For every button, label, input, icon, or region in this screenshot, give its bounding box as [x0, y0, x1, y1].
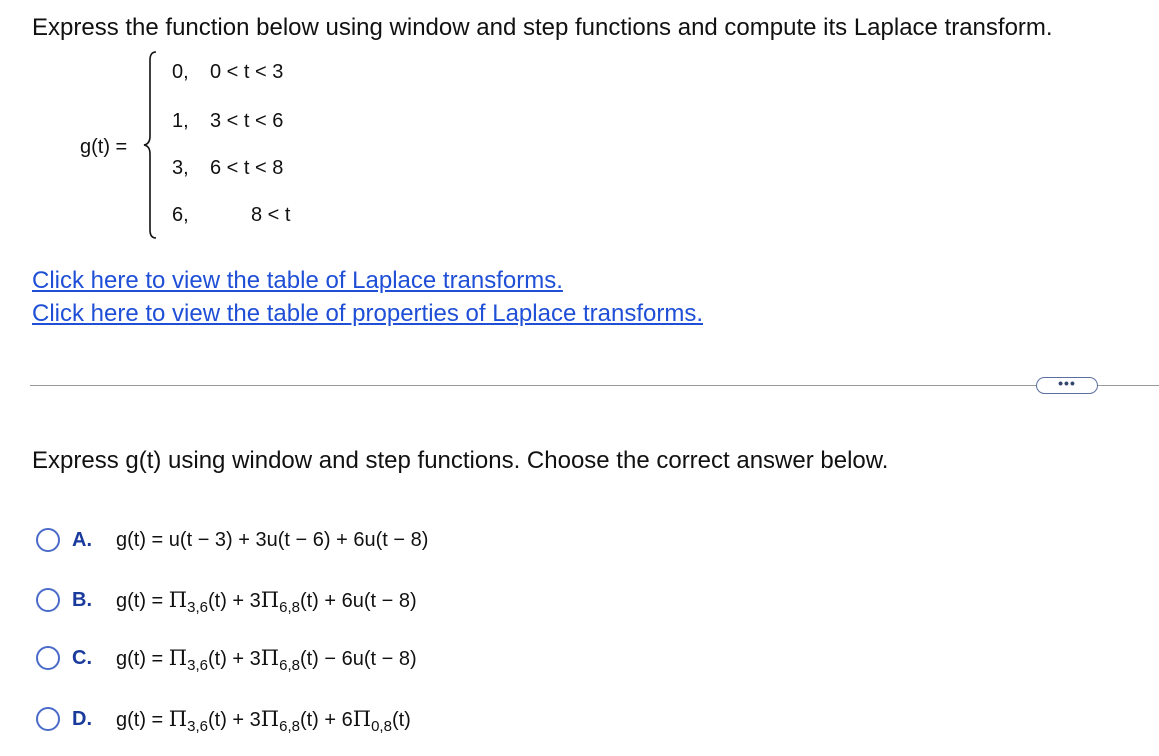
option-d[interactable]: [36, 701, 411, 737]
option-a-radio[interactable]: [36, 528, 60, 552]
option-c-letter: C.: [72, 646, 92, 669]
divider: [30, 385, 1159, 386]
option-b-letter: B.: [72, 588, 92, 611]
option-a-text: g(t) = u(t − 3) + 3u(t − 6) + 6u(t − 8): [116, 528, 429, 551]
more-dots: •••: [1058, 374, 1076, 391]
case-3-value: 3,: [172, 157, 189, 179]
case-4-value: 6,: [172, 204, 189, 226]
case-3-condition: 6 < t < 8: [210, 157, 284, 179]
option-b-text: $g(t) = \Pi_{3,6}(t) + 3\Pi_{6,8}(t) + 6u(t - 8)$: [116, 587, 417, 616]
option-b-radio[interactable]: [36, 588, 60, 612]
function-label: g(t) =: [80, 136, 128, 158]
more-options-button[interactable]: [1036, 374, 1098, 394]
properties-table-link[interactable]: Click here to view the table of properties of Laplace transforms.: [32, 300, 703, 327]
answer-prompt: Express g(t) using window and step functions. Choose the correct answer below.: [32, 447, 889, 474]
laplace-table-link[interactable]: Click here to view the table of Laplace transforms.: [32, 267, 563, 294]
option-c-radio[interactable]: [36, 646, 60, 670]
question-title: Express the function below using window and step functions and compute its Laplace transform.: [32, 14, 1053, 41]
case-1-value: 0,: [172, 61, 189, 83]
option-a-letter: A.: [72, 528, 92, 551]
option-c-text: $g(t) = \Pi_{3,6}(t) + 3\Pi_{6,8}(t) - 6u(t - 8)$: [116, 645, 417, 674]
case-4-condition: 8 < t: [251, 204, 291, 226]
case-2-condition: 3 < t < 6: [210, 110, 284, 132]
option-d-letter: D.: [72, 707, 92, 730]
case-2-value: 1,: [172, 110, 189, 132]
case-1-condition: 0 < t < 3: [210, 61, 284, 83]
option-d-text: $g(t) = \Pi_{3,6}(t) + 3\Pi_{6,8}(t) + 6\Pi_{0,8}(t)$: [116, 706, 411, 735]
left-brace: [142, 50, 158, 240]
option-d-radio[interactable]: [36, 707, 60, 731]
option-c[interactable]: [36, 640, 417, 676]
option-a[interactable]: [36, 522, 428, 558]
option-b[interactable]: [36, 582, 417, 618]
